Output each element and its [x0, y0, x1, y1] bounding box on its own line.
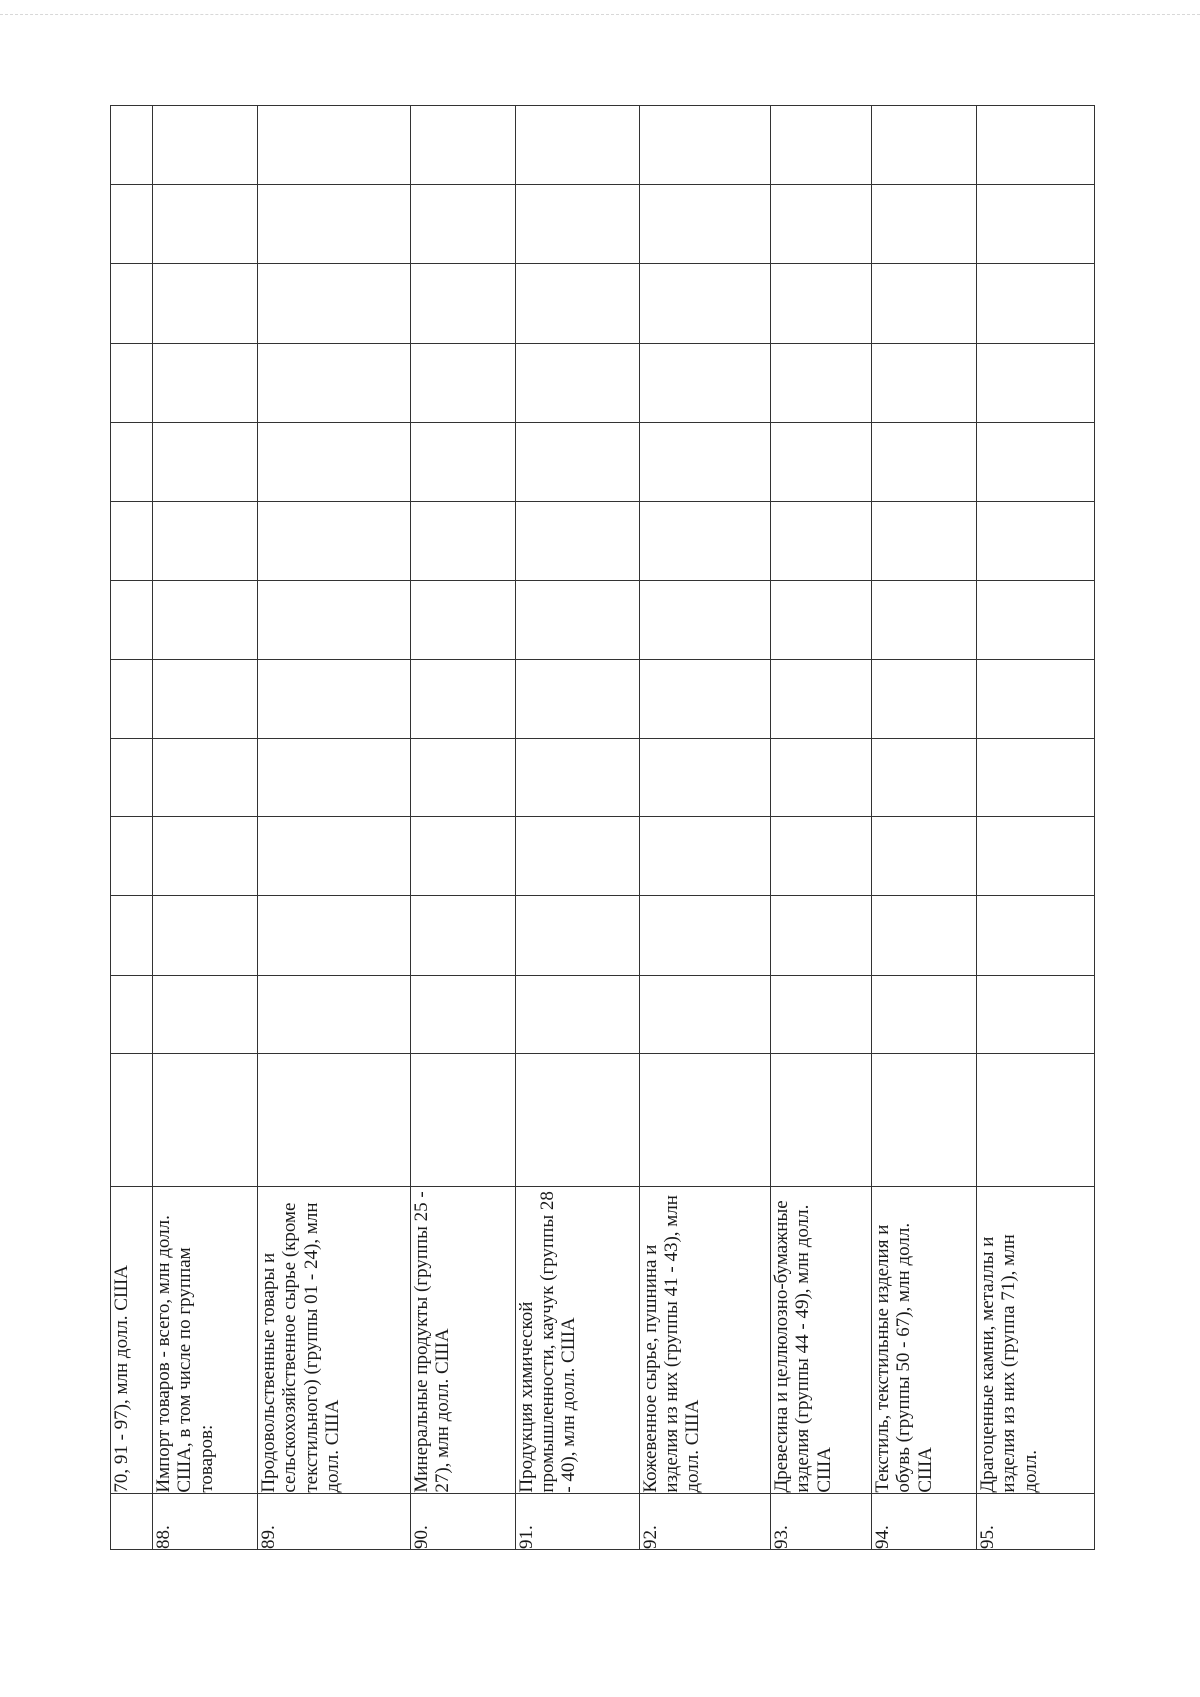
value-cell: [872, 817, 977, 896]
value-cell: [515, 659, 639, 738]
value-cell: [639, 422, 770, 501]
value-cell: [258, 738, 410, 817]
value-cell: [977, 106, 1095, 185]
value-cell: [639, 501, 770, 580]
value-cell: [111, 659, 153, 738]
value-cell: [639, 738, 770, 817]
row-number: 92.: [639, 1493, 770, 1549]
table-row: [977, 106, 1095, 1550]
value-cell: [639, 976, 770, 1054]
value-cell: [771, 738, 872, 817]
value-cell: [153, 817, 258, 896]
value-cell: [872, 185, 977, 264]
table-row: [153, 106, 258, 1550]
value-cell: [872, 1054, 977, 1187]
value-cell: [872, 896, 977, 976]
value-cell: [639, 344, 770, 423]
value-cell: [111, 738, 153, 817]
value-cell: [977, 263, 1095, 343]
value-cell: [771, 344, 872, 423]
table-row: [515, 106, 639, 1550]
value-cell: [258, 976, 410, 1054]
value-cell: [872, 344, 977, 423]
value-cell: [872, 263, 977, 343]
value-cell: [771, 501, 872, 580]
table-row: [111, 106, 153, 1550]
indicator-name: Текстиль, текстильные изделия и обувь (группы 50 - 67), млн долл. США: [872, 1186, 977, 1493]
value-cell: [111, 976, 153, 1054]
value-cell: [771, 106, 872, 185]
value-cell: [515, 738, 639, 817]
value-cell: [111, 344, 153, 423]
value-cell: [771, 976, 872, 1054]
value-cell: [153, 659, 258, 738]
value-cell: [153, 896, 258, 976]
indicators-table: [110, 105, 1095, 1550]
value-cell: [771, 263, 872, 343]
value-cell: [872, 976, 977, 1054]
value-cell: [410, 185, 515, 264]
value-cell: [258, 659, 410, 738]
rotated-table-wrapper: [110, 105, 1095, 1550]
value-cell: [153, 501, 258, 580]
value-cell: [872, 738, 977, 817]
value-cell: [771, 580, 872, 659]
value-cell: [771, 817, 872, 896]
row-number: 94.: [872, 1493, 977, 1549]
value-cell: [515, 817, 639, 896]
value-cell: [410, 580, 515, 659]
table-row: [639, 106, 770, 1550]
value-cell: [515, 1054, 639, 1187]
value-cell: [639, 106, 770, 185]
value-cell: [639, 185, 770, 264]
indicator-name: 70, 91 - 97), млн долл. США: [111, 1186, 153, 1493]
row-number: 95.: [977, 1493, 1095, 1549]
indicator-name: Древесина и целлюлозно-бумажные изделия (группы 44 - 49), млн долл. США: [771, 1186, 872, 1493]
row-number: 91.: [515, 1493, 639, 1549]
indicator-name: Кожевенное сырье, пушнина и изделия из них (группы 41 - 43), млн долл. США: [639, 1186, 770, 1493]
indicator-name: Импорт товаров - всего, млн долл. США, в том числе по группам товаров:: [153, 1186, 258, 1493]
value-cell: [977, 185, 1095, 264]
value-cell: [410, 263, 515, 343]
indicator-name: Драгоценные камни, металлы и изделия из них (группа 71), млн долл.: [977, 1186, 1095, 1493]
row-number: 93.: [771, 1493, 872, 1549]
value-cell: [872, 580, 977, 659]
value-cell: [111, 106, 153, 185]
value-cell: [111, 263, 153, 343]
value-cell: [515, 422, 639, 501]
value-cell: [639, 263, 770, 343]
value-cell: [872, 501, 977, 580]
value-cell: [153, 422, 258, 501]
value-cell: [410, 106, 515, 185]
value-cell: [410, 422, 515, 501]
value-cell: [153, 185, 258, 264]
value-cell: [153, 344, 258, 423]
value-cell: [771, 896, 872, 976]
value-cell: [771, 185, 872, 264]
scan-edge-line: [0, 14, 1200, 15]
table-body: [111, 106, 1095, 1550]
value-cell: [111, 501, 153, 580]
value-cell: [977, 817, 1095, 896]
value-cell: [111, 422, 153, 501]
value-cell: [771, 659, 872, 738]
value-cell: [410, 976, 515, 1054]
value-cell: [410, 501, 515, 580]
value-cell: [639, 896, 770, 976]
value-cell: [258, 185, 410, 264]
value-cell: [153, 580, 258, 659]
value-cell: [410, 817, 515, 896]
value-cell: [153, 976, 258, 1054]
value-cell: [515, 896, 639, 976]
value-cell: [639, 659, 770, 738]
value-cell: [977, 1054, 1095, 1187]
table-row: [410, 106, 515, 1550]
value-cell: [977, 659, 1095, 738]
value-cell: [515, 501, 639, 580]
value-cell: [410, 659, 515, 738]
value-cell: [872, 659, 977, 738]
value-cell: [258, 422, 410, 501]
indicator-name: Продукция химической промышленности, каучук (группы 28 - 40), млн долл. США: [515, 1186, 639, 1493]
value-cell: [153, 1054, 258, 1187]
value-cell: [515, 580, 639, 659]
value-cell: [977, 344, 1095, 423]
row-number: 88.: [153, 1493, 258, 1549]
value-cell: [515, 976, 639, 1054]
value-cell: [410, 1054, 515, 1187]
value-cell: [639, 817, 770, 896]
value-cell: [258, 106, 410, 185]
row-number: 90.: [410, 1493, 515, 1549]
table-row: [872, 106, 977, 1550]
value-cell: [111, 580, 153, 659]
value-cell: [258, 580, 410, 659]
value-cell: [111, 817, 153, 896]
value-cell: [111, 185, 153, 264]
value-cell: [153, 738, 258, 817]
indicator-name: Продовольственные товары и сельскохозяйственное сырье (кроме текстильного) (группы 01 - 24), млн долл. США: [258, 1186, 410, 1493]
value-cell: [872, 422, 977, 501]
value-cell: [153, 106, 258, 185]
table-row: [771, 106, 872, 1550]
value-cell: [258, 344, 410, 423]
value-cell: [258, 263, 410, 343]
value-cell: [515, 263, 639, 343]
value-cell: [771, 1054, 872, 1187]
value-cell: [410, 896, 515, 976]
value-cell: [111, 1054, 153, 1187]
value-cell: [258, 817, 410, 896]
value-cell: [153, 263, 258, 343]
value-cell: [977, 501, 1095, 580]
value-cell: [977, 738, 1095, 817]
table-row: [258, 106, 410, 1550]
value-cell: [639, 580, 770, 659]
value-cell: [258, 896, 410, 976]
value-cell: [771, 422, 872, 501]
value-cell: [977, 976, 1095, 1054]
value-cell: [410, 738, 515, 817]
value-cell: [258, 1054, 410, 1187]
row-number: [111, 1493, 153, 1549]
indicator-name: Минеральные продукты (группы 25 - 27), млн долл. США: [410, 1186, 515, 1493]
value-cell: [515, 106, 639, 185]
value-cell: [410, 344, 515, 423]
value-cell: [639, 1054, 770, 1187]
value-cell: [515, 344, 639, 423]
value-cell: [977, 422, 1095, 501]
row-number: 89.: [258, 1493, 410, 1549]
value-cell: [977, 580, 1095, 659]
value-cell: [872, 106, 977, 185]
value-cell: [111, 896, 153, 976]
value-cell: [515, 185, 639, 264]
value-cell: [977, 896, 1095, 976]
value-cell: [258, 501, 410, 580]
